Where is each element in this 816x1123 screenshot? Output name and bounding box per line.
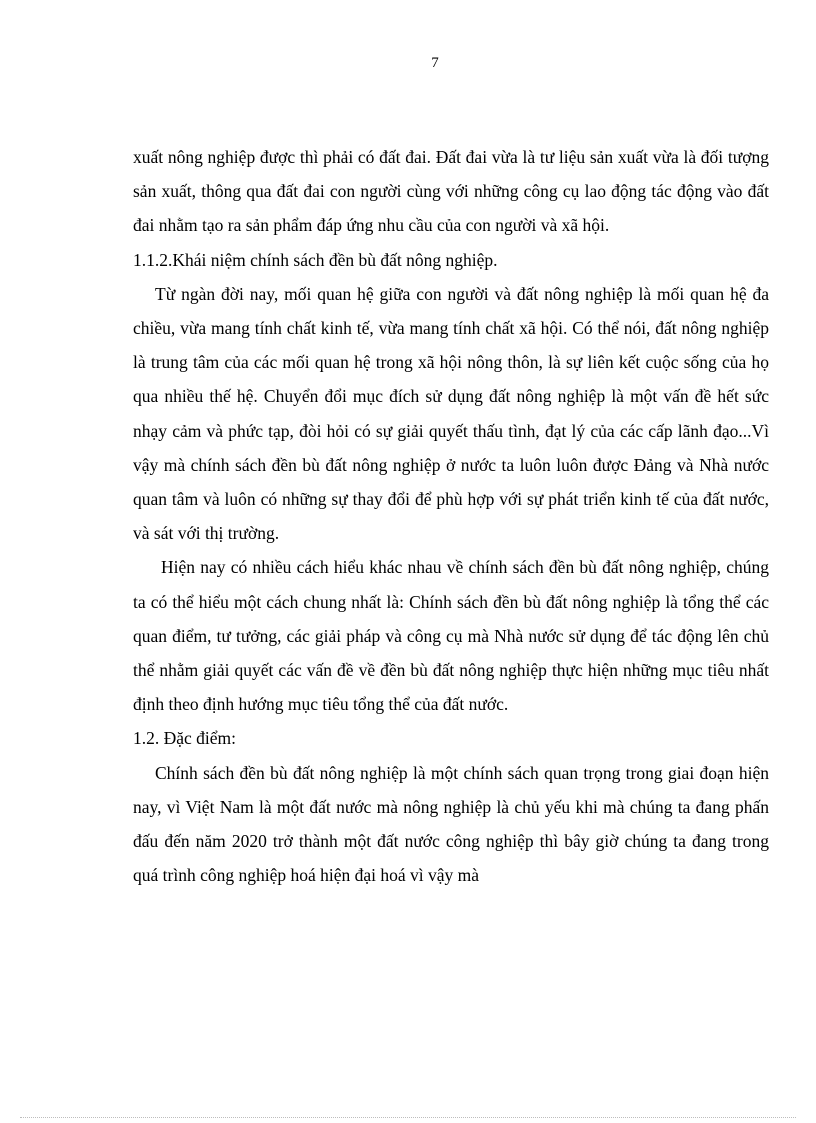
page-bottom-divider (20, 1117, 796, 1118)
paragraph-characteristics: Chính sách đền bù đất nông nghiệp là một chính sách quan trọng trong giai đoạn hiện nay, vì Việt Nam là một đất nước mà nông nghiệp là chủ yếu khi mà chúng ta đang phấn đấu đến năm 2020 trở thành một đất nước công nghiệp thì bây giờ chúng ta đang trong quá trình công nghiệp hoá hiện đại hoá vì vậy mà (133, 762, 769, 886)
paragraph-land-as-production-means: xuất nông nghiệp được thì phải có đất đai. Đất đai vừa là tư liệu sản xuất vừa là đối tượng sản xuất, thông qua đất đai con người cùng với những công cụ lao động tác động vào đất đai nhằm tạo ra sản phẩm đáp ứng nhu cầu của con người và xã hội. (133, 147, 769, 236)
document-body (133, 140, 769, 892)
section-heading-1-2: 1.2. Đặc điểm: (133, 728, 237, 749)
paragraph-policy-definition: Hiện nay có nhiều cách hiểu khác nhau về chính sách đền bù đất nông nghiệp, chúng ta có thể hiểu một cách chung nhất là: Chính sách đền bù đất nông nghiệp là tổng thể các quan điểm, tư tưởng, các giải pháp và công cụ mà Nhà nước sử dụng để tác động lên chủ thể nhằm giải quyết các vấn đề về đền bù đất nông nghiệp thực hiện những mục tiêu nhất định theo định hướng mục tiêu tổng thể của đất nước. (133, 557, 769, 715)
section-heading-1-1-2: 1.1.2.Khái niệm chính sách đền bù đất nông nghiệp. (133, 249, 498, 270)
paragraph-land-relationship: Từ ngàn đời nay, mối quan hệ giữa con người và đất nông nghiệp là mối quan hệ đa chiều, vừa mang tính chất kinh tế, vừa mang tính chất xã hội. Có thể nói, đất nông nghiệp là trung tâm của các mối quan hệ trong xã hội nông thôn, là sự liên kết cuộc sống của họ qua nhiều thế hệ. Chuyển đổi mục đích sử dụng đất nông nghiệp là một vấn đề hết sức nhạy cảm và phức tạp, đòi hỏi có sự giải quyết thấu tình, đạt lý của các cấp lãnh đạo...Vì vậy mà chính sách đền bù đất nông nghiệp ở nước ta luôn luôn được Đảng và Nhà nước quan tâm và luôn có những sự thay đổi để phù hợp với sự phát triển kinh tế của đất nước, và sát với thị trường. (133, 283, 769, 544)
page-number: 7 (431, 55, 439, 71)
